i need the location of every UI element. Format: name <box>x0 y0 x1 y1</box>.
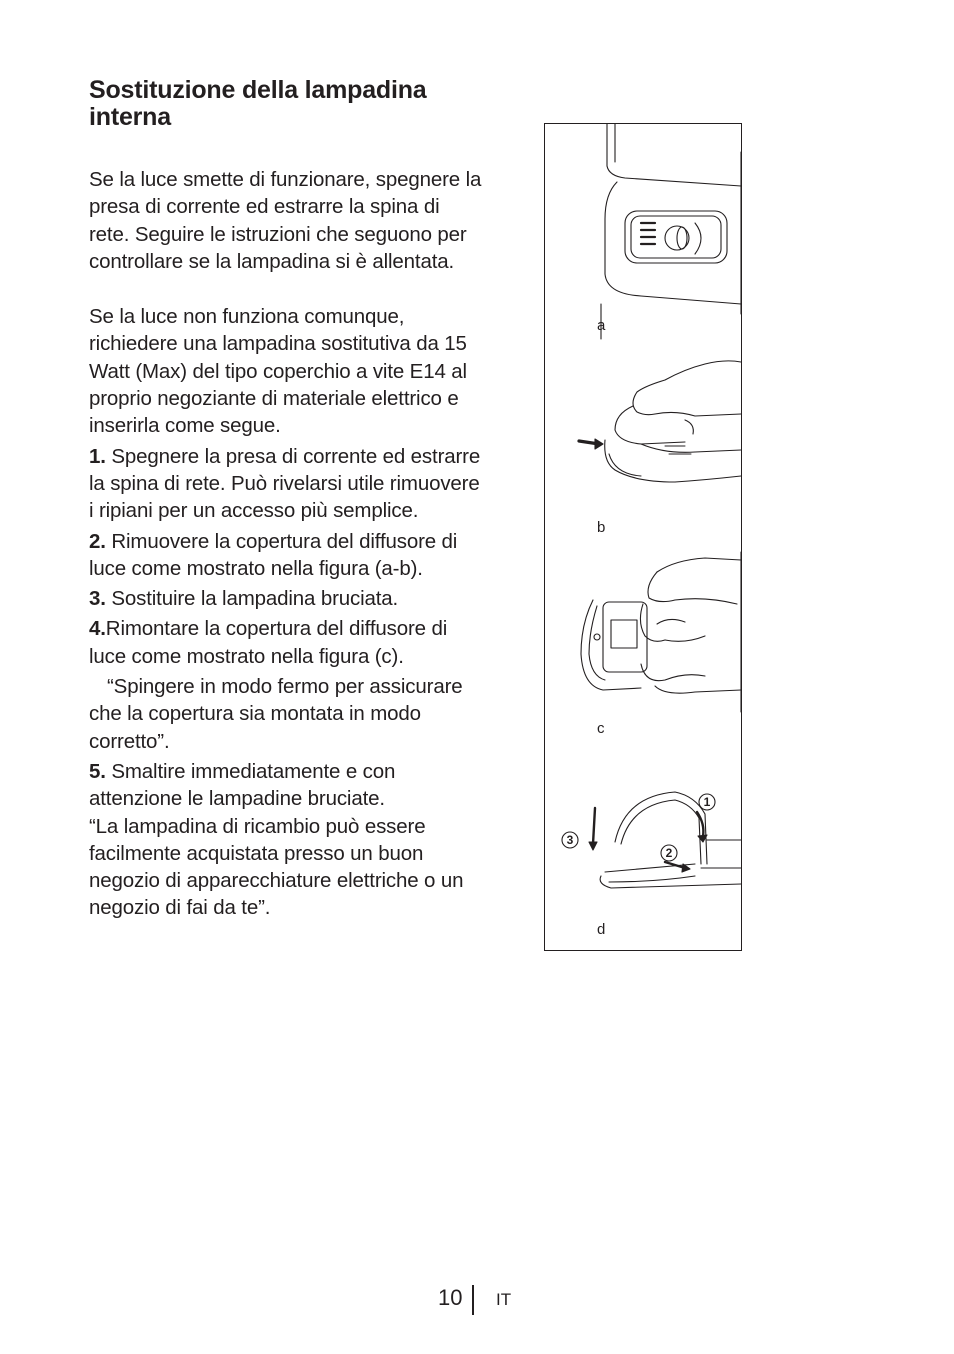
step-3 <box>89 585 484 612</box>
step-text: Spegnere la presa di corrente ed estrarre la spina di rete. Può rivelarsi utile rimuovere i ripiani per un accesso più semplice. <box>89 444 481 523</box>
callout-2: 2 <box>665 846 673 860</box>
panel-label-d: d <box>597 921 606 938</box>
figure-illustration <box>545 124 741 950</box>
step-4 <box>89 615 484 670</box>
page-number: 10 <box>438 1285 463 1310</box>
panel-label-c: c <box>597 720 605 737</box>
step-1 <box>89 443 484 525</box>
step-text: Rimuovere la copertura del diffusore di luce come mostrato nella figura (a-b). <box>89 529 458 580</box>
step-number: 5. <box>89 759 106 783</box>
panel-b-hand-removing-cover <box>579 361 741 482</box>
step-text: Sostituire la lampadina bruciata. <box>105 587 399 611</box>
page-footer <box>0 1284 954 1316</box>
step-number: 1. <box>89 444 106 468</box>
quote-push-firmly: “Spingere in modo fermo per assicurare che la copertura sia montata in modo corretto”. <box>89 675 463 753</box>
intro-paragraph-1: Se la luce smette di funzionare, spegnere la presa di corrente ed estrarre la spina di rete. Seguire le istruzioni che seguono per controllare se la lampadina si è allentata. <box>89 168 482 273</box>
quote-replacement-bulb: “La lampadina di ricambio può essere facilmente acquistata presso un buon negozio di apparecchiature elettriche o un negozio di fai da te”. <box>89 814 464 920</box>
intro-paragraph-2: Se la luce non funziona comunque, richiedere una lampadina sostitutiva da 15 Watt (Max) del tipo coperchio a vite E14 al proprio negoziante di materiale elettrico e inserirla come segue. <box>89 305 467 438</box>
language-code: IT <box>496 1290 512 1309</box>
step-text: Rimontare la copertura del diffusore di luce come mostrato nella figura (c). <box>89 617 448 668</box>
step-text: Smaltire immediatamente e con attenzione le lampadine bruciate. <box>89 759 396 811</box>
page-title: Sostituzione della lampadina interna <box>89 76 427 131</box>
panel-c-hands-holding-cover <box>581 552 741 712</box>
step-2 <box>89 528 484 583</box>
callout-3: 3 <box>566 833 574 847</box>
step-number: 4. <box>89 617 106 641</box>
panel-label-a: a <box>597 317 606 334</box>
lamp-replacement-figure <box>544 123 742 951</box>
step-number: 3. <box>89 587 106 611</box>
panel-a-lamp-housing <box>601 124 741 339</box>
footer-divider <box>472 1285 474 1315</box>
step-5 <box>89 758 484 813</box>
panel-d-cover-hinge-steps <box>562 792 741 888</box>
panel-label-b: b <box>597 519 606 536</box>
instructions-text <box>89 166 484 922</box>
callout-1: 1 <box>703 795 711 809</box>
step-number: 2. <box>89 529 106 553</box>
